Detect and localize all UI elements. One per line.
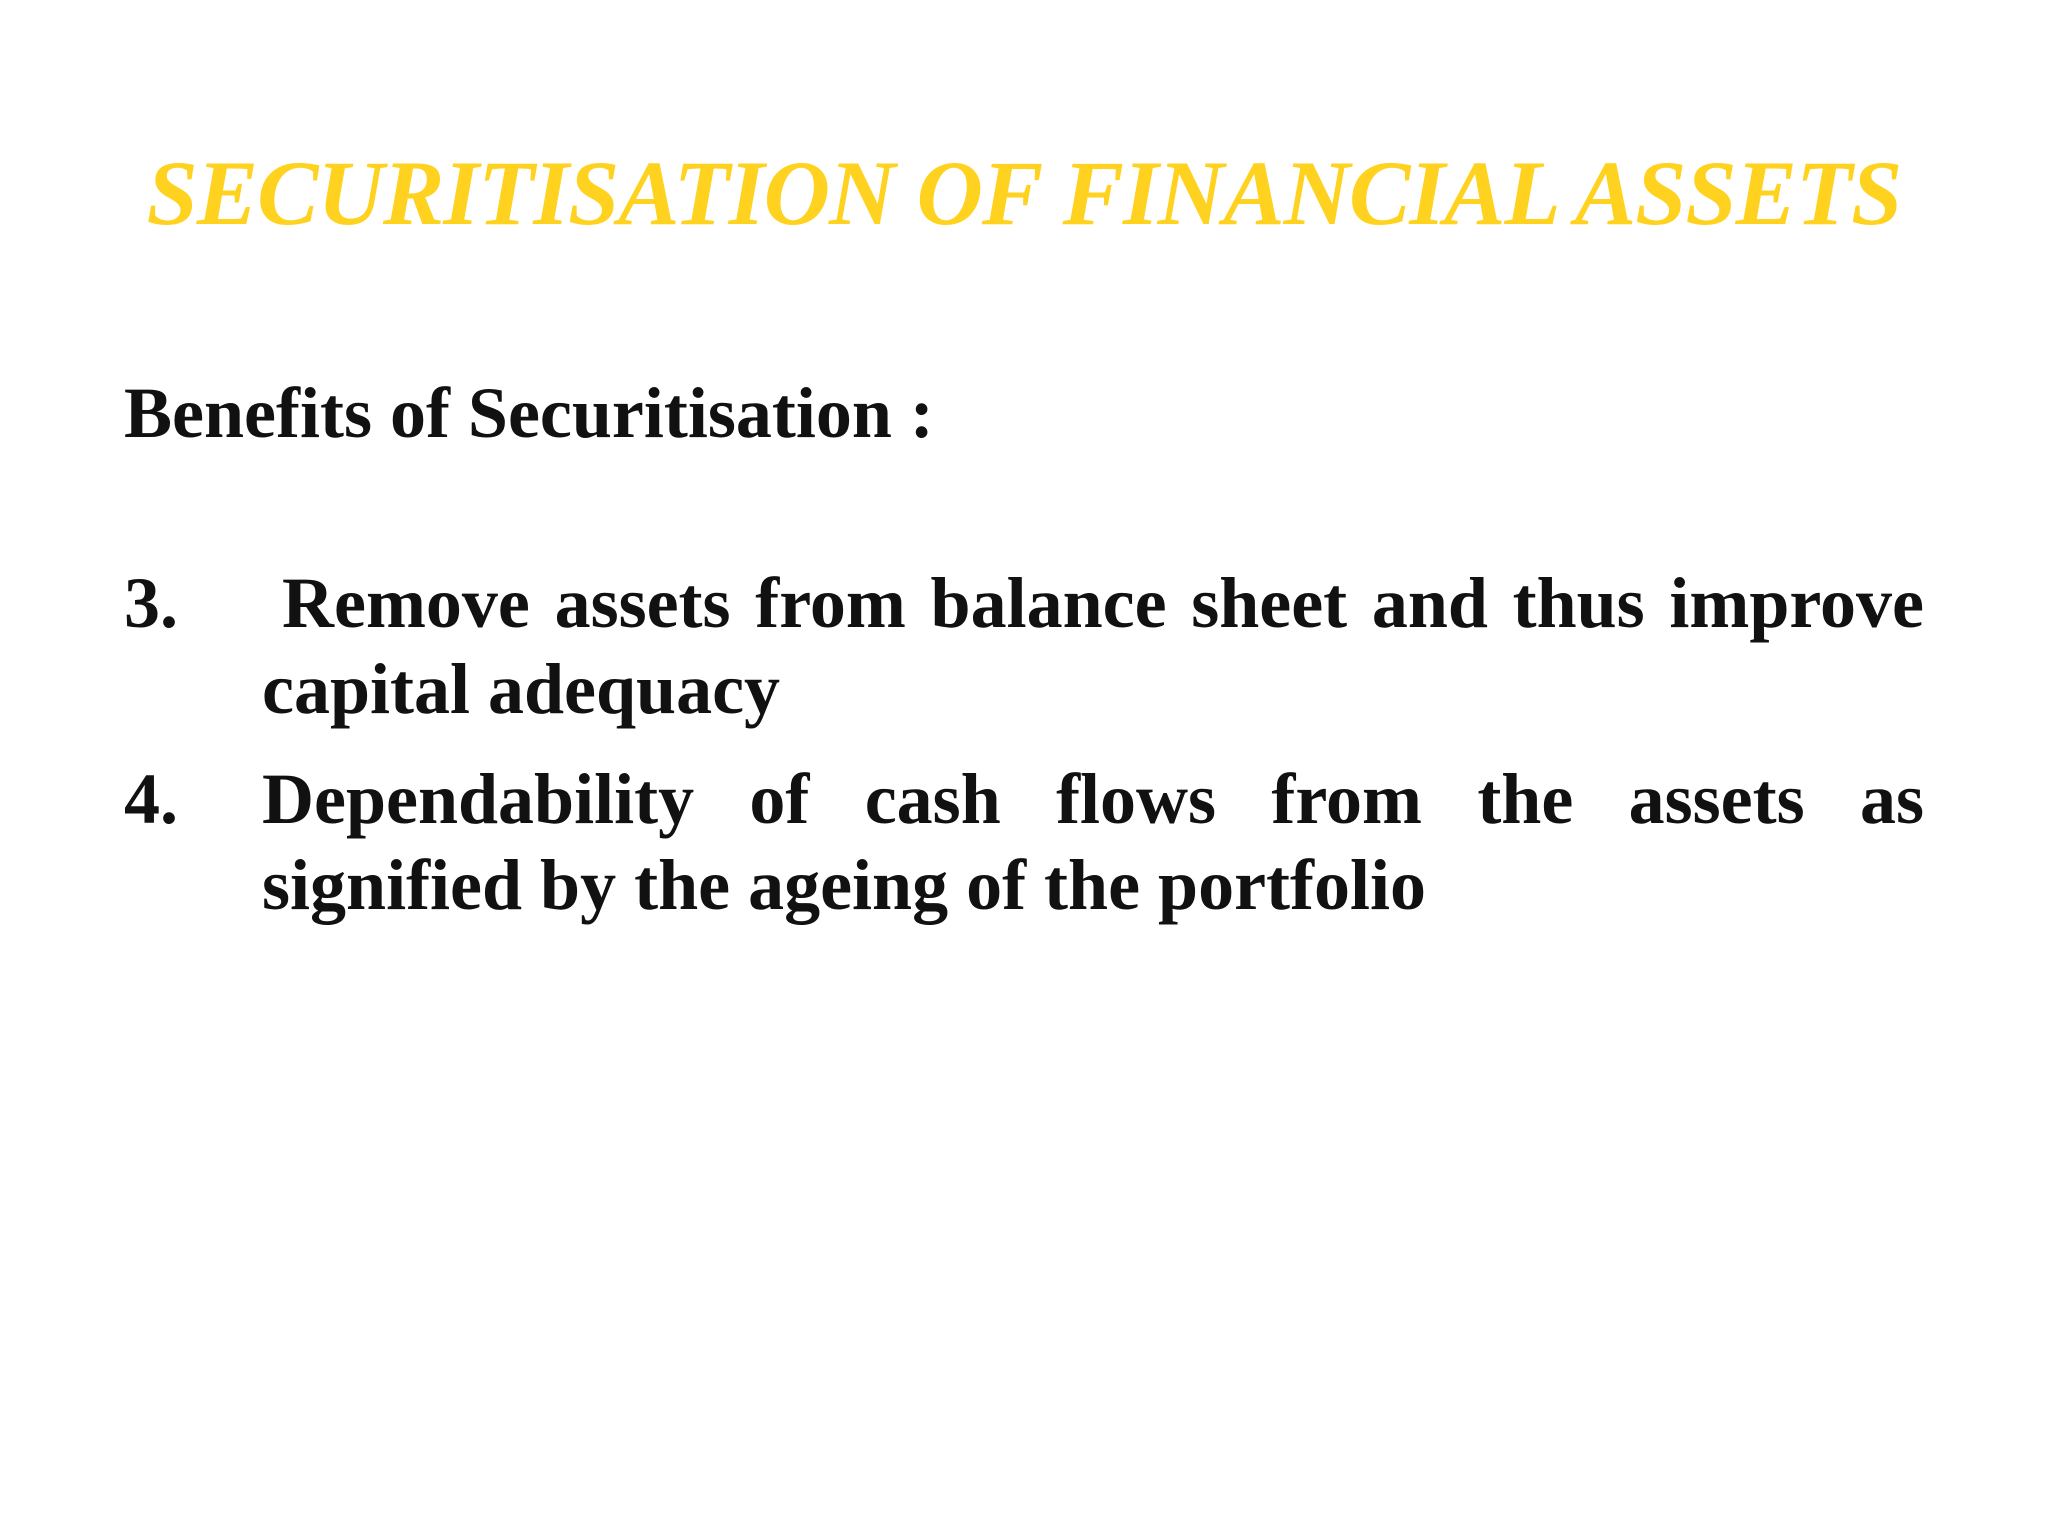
slide-title: SECURITISATION OF FINANCIAL ASSETS: [146, 142, 1902, 244]
list-item-number: 3.: [124, 563, 178, 643]
list-item-number: 4.: [124, 759, 178, 839]
list-item: [124, 756, 1924, 928]
list-item: [124, 560, 1924, 732]
list-item-text: Dependability of cash flows from the assets as signified by the ageing of the portfolio: [262, 759, 1924, 925]
list-item-text: Remove assets from balance sheet and thus improve capital adequacy: [262, 563, 1924, 729]
benefits-list: [124, 560, 1924, 952]
subheading: Benefits of Securitisation :: [124, 373, 934, 453]
